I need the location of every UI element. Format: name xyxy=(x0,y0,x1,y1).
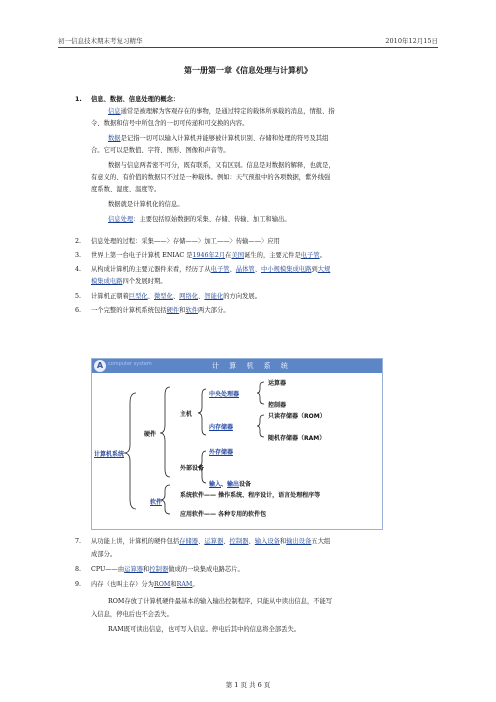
keyword: 控制器 xyxy=(149,566,169,573)
text: 两大部分。 xyxy=(198,307,230,314)
node-external-devices: 外部设备 xyxy=(180,465,205,472)
keyword: 控制器 xyxy=(229,538,249,545)
node-cpu: 中央处理器 xyxy=(209,391,240,398)
text: ：主要包括原始数据的采集、存储、传输、加工和输出。 xyxy=(133,216,291,223)
text: 和 xyxy=(179,307,186,314)
page-footer: 第 1 页 共 6 页 xyxy=(225,681,271,689)
item-text-cont xyxy=(91,277,167,286)
text: 五大组 xyxy=(311,538,331,545)
text: 从构成计算机的主要元器件来看，经历了从 xyxy=(91,266,211,273)
node-memory: 内存储器 xyxy=(209,424,234,431)
text: 通常是被理解为客观存在的事物，是通过特定的载体所承载的消息，情报、指 xyxy=(120,108,335,115)
text: 计算机正朝着 xyxy=(91,293,129,300)
keyword: 电子管 xyxy=(210,266,230,273)
item-number: 5. xyxy=(75,293,82,300)
item-text: 信息处理的过程：采集——〉存储——〉加工——〉传输——〉应用 xyxy=(91,238,280,245)
io-devices: 设备 xyxy=(239,481,252,488)
term-processing: 信息处理 xyxy=(108,216,134,223)
keyword: 软件 xyxy=(185,307,199,314)
node-system-software: 系统软件—— 操作系统、程序设计，语言处理程序等 xyxy=(180,492,321,499)
header-left: 初一信息技术期末考复习精华 xyxy=(58,37,143,45)
keyword: 存储器 xyxy=(179,538,199,545)
text: 是记指一切可以输入计算机并能够被计算机识别、存储和处理的符号及其组 xyxy=(120,135,329,142)
paragraph-data xyxy=(108,134,328,143)
paragraph-line: ROM存放了计算机硬件最基本的输入输出控制程序，只能从中读出信息，不能写 xyxy=(108,598,333,605)
paragraph-line: 数据与信息两者密不可分，既有联系，又有区别。信息是对数据的解释，也就是， xyxy=(108,162,335,169)
keyword: 输出设备 xyxy=(286,538,312,545)
item-text xyxy=(91,565,244,574)
text: 从功能上讲，计算机的硬件包括 xyxy=(91,538,180,545)
term-data: 数据 xyxy=(108,135,121,142)
keyword: 模集成电路 xyxy=(91,278,123,285)
keyword: 运算器 xyxy=(204,538,224,545)
keyword: 晶体管 xyxy=(235,266,255,273)
keyword: 美国 xyxy=(231,252,245,259)
keyword: 微型化 xyxy=(153,293,173,300)
diagram-brackets xyxy=(92,359,382,529)
node-computer-system: 计算机系统 xyxy=(94,451,125,458)
paragraph-line: RAM既可读出信息，也可写入信息。停电后其中的信息将全部丢失。 xyxy=(108,626,301,633)
paragraph-line: 度系数、湿度、温度等。 xyxy=(91,186,161,193)
keyword: 运算器 xyxy=(124,566,144,573)
node-hardware: 硬件 xyxy=(144,431,157,438)
text: 四个发展时期。 xyxy=(122,278,167,285)
header-date: 2010年12月15日 xyxy=(385,37,438,45)
keyword: 大规 xyxy=(317,266,331,273)
paragraph-info xyxy=(108,107,335,116)
keyword: RAM xyxy=(176,581,193,588)
io-output: 输出 xyxy=(227,481,240,488)
node-rom: 只读存储器（ROM） xyxy=(268,413,326,420)
keyword: 智能化 xyxy=(204,293,224,300)
node-software: 软件 xyxy=(150,499,163,506)
text: 和 xyxy=(279,538,287,545)
paragraph-line: 数据就是计算机化的信息。 xyxy=(108,201,184,208)
text: 诞生的，主要元件是 xyxy=(244,252,301,259)
text: 和 xyxy=(170,581,177,588)
text: 到 xyxy=(311,266,318,273)
node-alu: 运算器 xyxy=(268,380,287,387)
item-text-cont: 成部分。 xyxy=(91,551,117,558)
text: CPU——由 xyxy=(91,566,125,573)
keyword: 电子管 xyxy=(300,252,320,259)
node-external-storage: 外存储器 xyxy=(209,449,234,456)
item-number: 2. xyxy=(75,238,82,245)
keyword: 1946年2月 xyxy=(192,252,226,259)
text: 。 xyxy=(192,581,199,588)
text: 和 xyxy=(143,566,150,573)
logo-icon: A xyxy=(94,360,106,372)
io-input: 输入 xyxy=(209,481,222,488)
keyword: 中小规模集成电路 xyxy=(261,266,312,273)
computer-system-diagram xyxy=(91,358,383,530)
item-text: 从构成计算机的主要元器件来看，经历了从电子管、晶体管、中小规模集成电路到大规 xyxy=(91,266,331,273)
diagram-title: 计 算 机 系 统 xyxy=(212,362,292,370)
node-host: 主机 xyxy=(180,411,193,418)
keyword: 硬件 xyxy=(166,307,180,314)
item-number: 9. xyxy=(75,581,82,588)
node-controller: 控制器 xyxy=(268,402,287,409)
keyword: 巨型化 xyxy=(128,293,148,300)
text: 一个完整的计算机系统包括 xyxy=(91,307,167,314)
item-text xyxy=(91,251,326,260)
page-title: 第一册第一章《信息处理与计算机》 xyxy=(184,66,312,75)
paragraph-line: 合。它可以是数值、字符、图形、图像和声音等。 xyxy=(91,147,230,154)
keyword: 网络化 xyxy=(179,293,199,300)
node-application-software: 应用软件—— 各种专用的软件包 xyxy=(180,511,267,518)
item-number: 1. xyxy=(75,96,82,103)
text: 世界上第一台电子计算机 ENIAC 是 xyxy=(91,252,193,259)
text: 。 xyxy=(319,252,326,259)
header-rule xyxy=(58,47,438,48)
item-number: 7. xyxy=(75,538,82,545)
node-ram: 随机存储器（RAM） xyxy=(268,435,326,442)
paragraph-line: 令、数据和信号中所包含的一切可传递和可交换的内容。 xyxy=(91,120,249,127)
diagram-brand: computer system xyxy=(108,361,152,367)
item-number: 3. xyxy=(75,252,82,259)
paragraph-line: 有意义的、有价值的数据只不过是一种载体。例如：天气预报中的各项数据，紫外线强 xyxy=(91,174,331,181)
item-text xyxy=(91,580,199,589)
item-text xyxy=(91,306,230,315)
paragraph-processing xyxy=(108,215,291,224)
node-io-devices: 输入、输出设备 xyxy=(209,481,252,488)
keyword: 输入设备 xyxy=(254,538,280,545)
item-number: 6. xyxy=(75,307,82,314)
text: 的方向发展。 xyxy=(223,293,262,300)
paragraph-line: 入信息，停电后也不会丢失。 xyxy=(91,611,173,618)
text: 做成的一块集成电路芯片。 xyxy=(168,566,244,573)
text: 在 xyxy=(225,252,232,259)
item-text: 计算机正朝着巨型化、微型化、网络化、智能化的方向发展。 xyxy=(91,293,262,300)
item-number: 4. xyxy=(75,266,82,273)
item-number: 8. xyxy=(75,566,82,573)
term-info: 信息 xyxy=(108,108,121,115)
section-heading: 信息、数据、信息处理的概念： xyxy=(91,96,180,103)
keyword: ROM xyxy=(153,581,171,588)
text: 内存（也叫主存）分为 xyxy=(91,581,154,588)
item-text: 从功能上讲，计算机的硬件包括存储器、运算器、控制器、输入设备和输出设备五大组 xyxy=(91,538,331,545)
